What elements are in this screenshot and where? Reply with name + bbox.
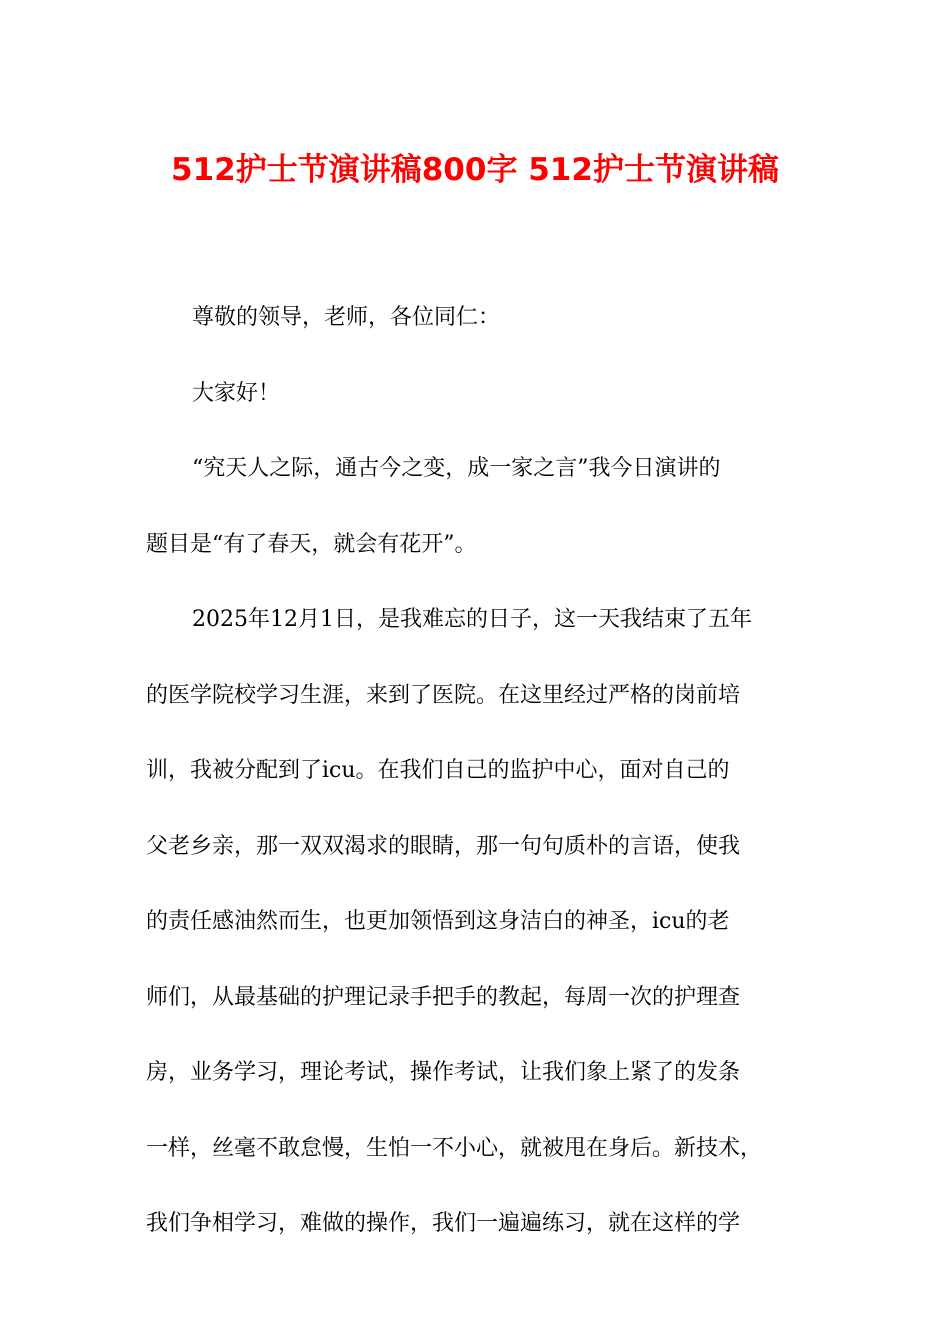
paragraph-line: 房，业务学习，理论考试，操作考试，让我们象上紧了的发条: [146, 1060, 741, 1085]
document-title: 512护士节演讲稿800字 512护士节演讲稿: [171, 152, 779, 188]
paragraph-line: 父老乡亲，那一双双渴求的眼睛，那一句句质朴的言语，使我: [146, 833, 741, 859]
paragraph-line: 我们争相学习，难做的操作，我们一遍遍练习，就在这样的学: [146, 1211, 741, 1236]
paragraph-line: 题目是“有了春天，就会有花开”。: [146, 531, 477, 557]
paragraph-line: 一样，丝毫不敢怠慢，生怕一不小心，就被甩在身后。新技术，: [146, 1135, 763, 1161]
paragraph-line: “究天人之际，通古今之变，成一家之言”我今日演讲的: [192, 456, 721, 481]
paragraph-line: 2025年12月1日，是我难忘的日子，这一天我结束了五年: [192, 607, 752, 632]
paragraph-line: 的医学院校学习生涯，来到了医院。在这里经过严格的岗前培: [146, 682, 741, 708]
salutation-line: 尊敬的领导，老师，各位同仁：: [192, 305, 501, 330]
document-body: [146, 280, 806, 1262]
greeting-line: 大家好！: [192, 380, 281, 406]
paragraph-line: 训，我被分配到了icu。在我们自己的监护中心，面对自己的: [146, 758, 730, 783]
paragraph-line: 的责任感油然而生，也更加领悟到这身洁白的神圣，icu的老: [146, 909, 730, 934]
paragraph-line: 师们，从最基础的护理记录手把手的教起，每周一次的护理查: [146, 984, 741, 1010]
